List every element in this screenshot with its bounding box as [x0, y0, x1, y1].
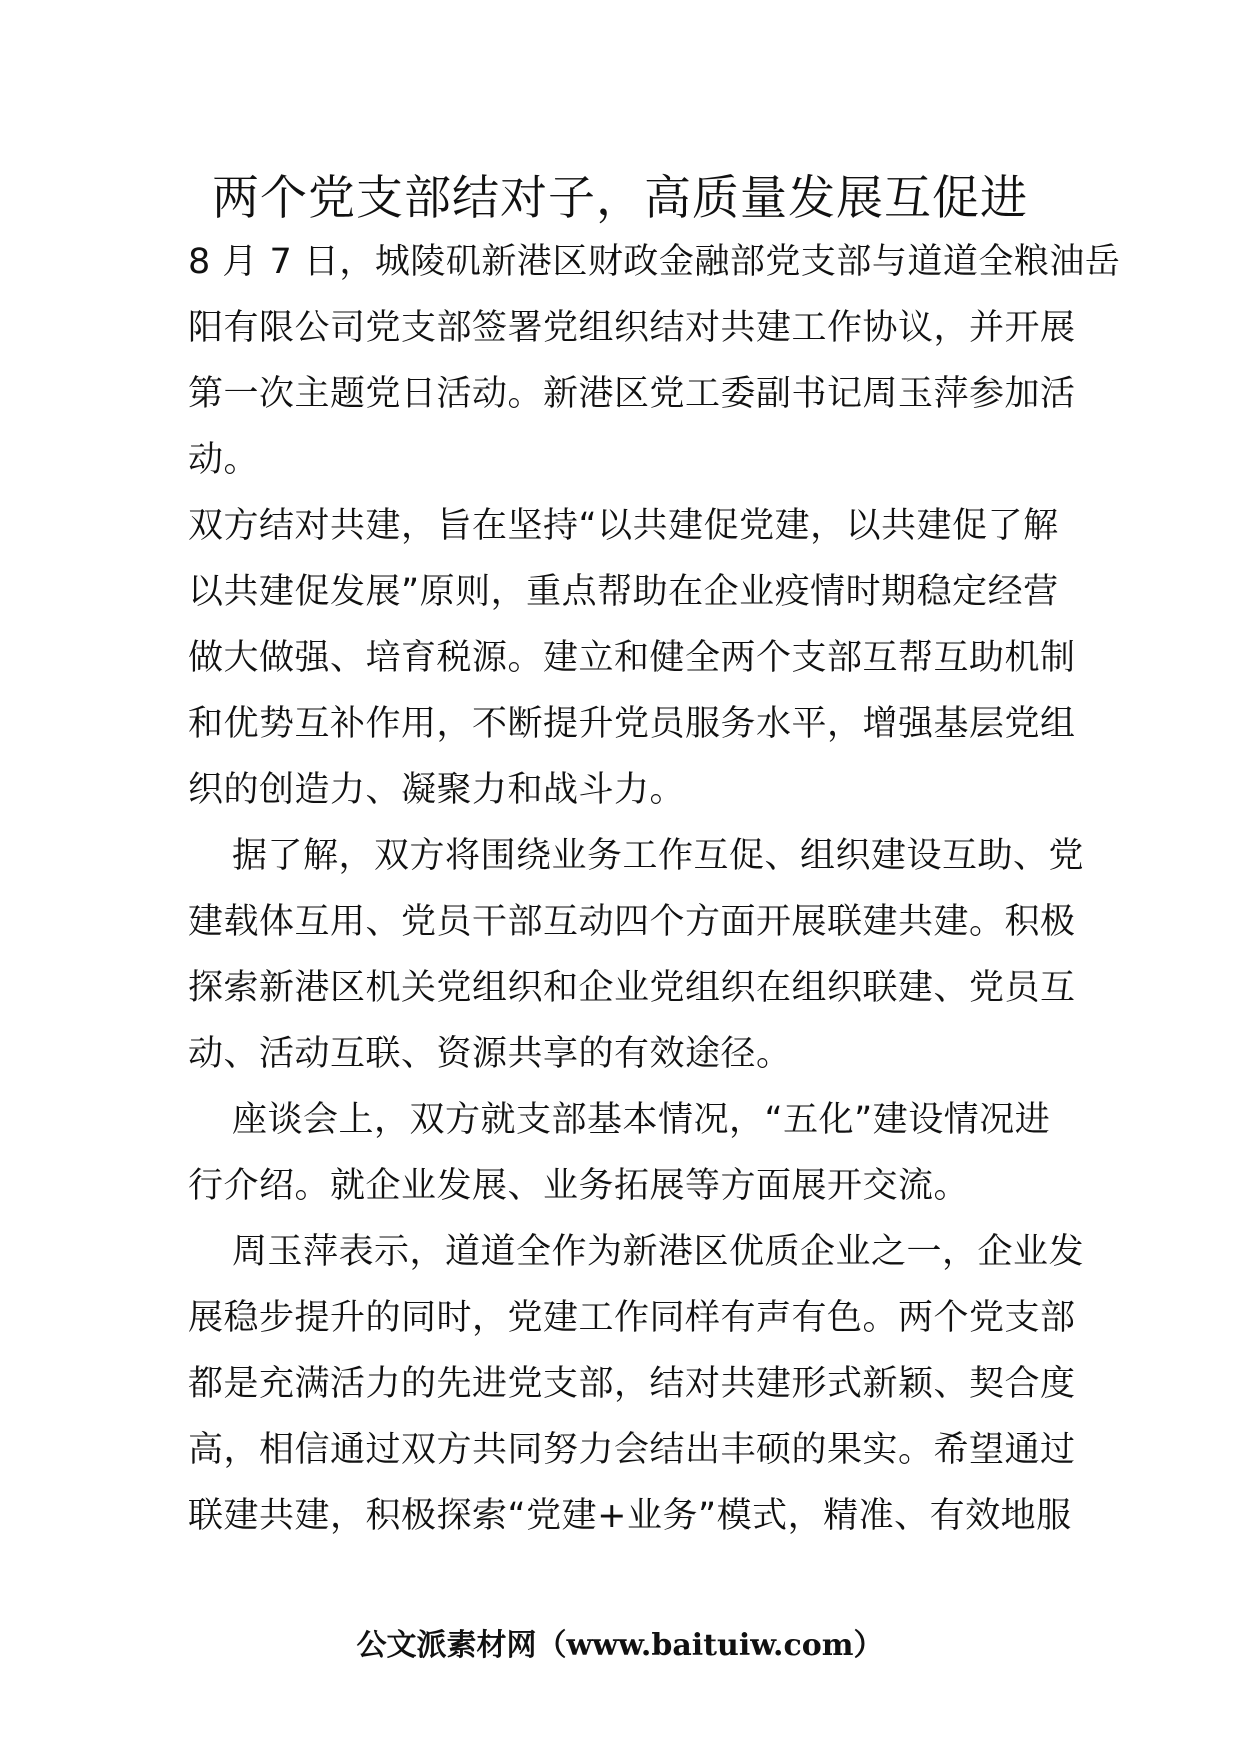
body-line: 第一次主题党日活动。新港区党工委副书记周玉萍参加活 [188, 374, 1076, 414]
body-line: 高，相信通过双方共同努力会结出丰硕的果实。希望通过 [188, 1430, 1076, 1470]
body-line: 周玉萍表示，道道全作为新港区优质企业之一，企业发 [232, 1232, 1085, 1272]
body-line: 展稳步提升的同时，党建工作同样有声有色。两个党支部 [188, 1298, 1076, 1338]
body-line: 探索新港区机关党组织和企业党组织在组织联建、党员互 [188, 968, 1076, 1008]
body-line: 座谈会上，双方就支部基本情况，“五化”建设情况进 [232, 1100, 1051, 1140]
body-line: 联建共建，积极探索“党建+业务”模式，精准、有效地服 [188, 1496, 1072, 1536]
body-line: 做大做强、培育税源。建立和健全两个支部互帮互助机制 [188, 638, 1076, 678]
body-line: 以共建促发展”原则，重点帮助在企业疫情时期稳定经营 [188, 572, 1059, 612]
document-title: 两个党支部结对子，高质量发展互促进 [212, 171, 1028, 226]
footer-source: 公文派素材网（www.baituiw.com） [356, 1628, 884, 1663]
body-line: 8 月 7 日，城陵矶新港区财政金融部党支部与道道全粮油岳 [188, 242, 1121, 282]
body-line: 行介绍。就企业发展、业务拓展等方面展开交流。 [188, 1166, 970, 1206]
body-line: 织的创造力、凝聚力和战斗力。 [188, 770, 686, 810]
body-line: 据了解，双方将围绕业务工作互促、组织建设互助、党 [232, 836, 1085, 876]
body-line: 阳有限公司党支部签署党组织结对共建工作协议，并开展 [188, 308, 1076, 348]
document-body [188, 229, 1121, 1549]
body-line: 双方结对共建，旨在坚持“以共建促党建，以共建促了解 [188, 506, 1059, 546]
body-line: 动、活动互联、资源共享的有效途径。 [188, 1034, 792, 1074]
body-line: 和优势互补作用，不断提升党员服务水平，增强基层党组 [188, 704, 1076, 744]
body-line: 建载体互用、党员干部互动四个方面开展联建共建。积极 [188, 902, 1076, 942]
body-line: 动。 [188, 440, 260, 480]
body-line: 都是充满活力的先进党支部，结对共建形式新颖、契合度 [188, 1364, 1076, 1404]
